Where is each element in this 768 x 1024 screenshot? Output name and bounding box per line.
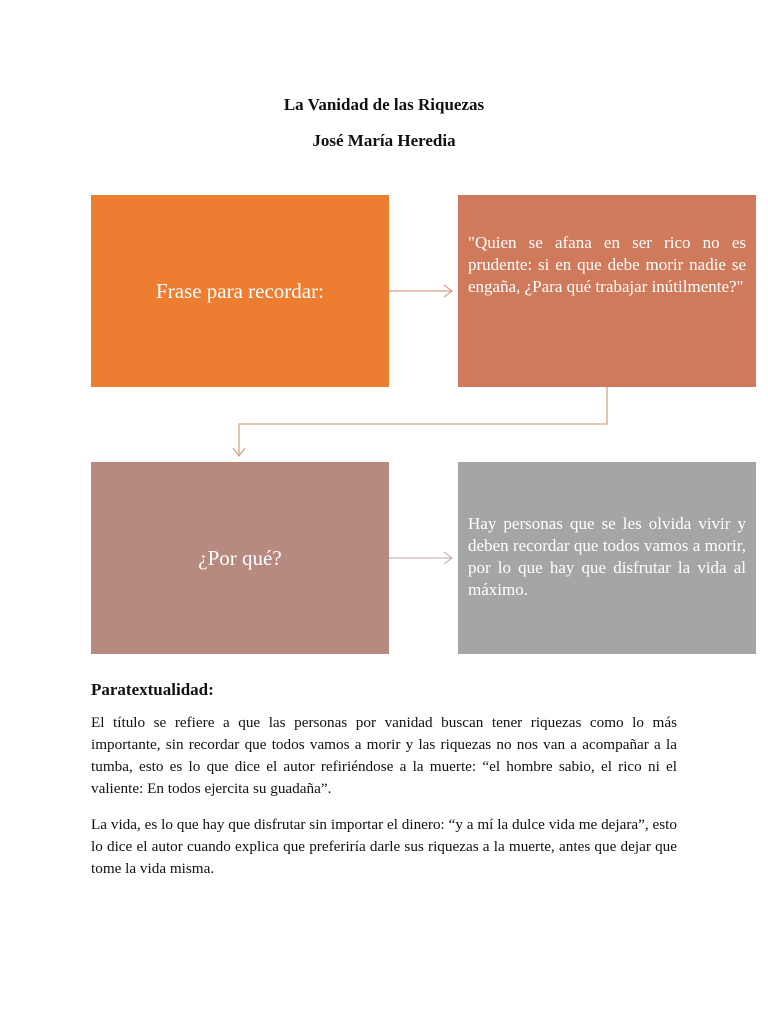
respuesta-text: Hay personas que se les olvida vivir y deben recordar que todos vamos a morir, por lo que hay que disfrutar la vida al máximo. <box>468 514 746 599</box>
respuesta-box <box>458 462 756 654</box>
paragraph: La vida, es lo que hay que disfrutar sin importar el dinero: “y a mí la dulce vida me dejara”, esto lo dice el autor cuando explica que preferiría darle sus riquezas a la muerte, antes que dejar que tome la vida misma. <box>91 816 677 877</box>
connector-elbow-quote-porque <box>239 387 607 455</box>
frase-label: Frase para recordar: <box>156 278 324 303</box>
porque-box <box>91 462 389 654</box>
quote-text: "Quien se afana en ser rico no es prudente: si en que debe morir nadie se engaña, ¿Para qué trabajar inútilmente?" <box>468 233 746 296</box>
frase-box <box>91 195 389 387</box>
document-author: José María Heredia <box>312 131 456 150</box>
porque-label: ¿Por qué? <box>198 545 282 570</box>
quote-box <box>458 195 756 387</box>
paragraph: El título se refiere a que las personas por vanidad buscan tener riquezas como lo más importante, sin recordar que todos vamos a morir y las riquezas no nos van a acompañar a la tumba, esto es lo que dice el autor refiriéndose a la muerte: “el hombre sabio, el rico ni el valiente: En todos ejercita su guadaña”. <box>91 714 677 797</box>
document-title: La Vanidad de las Riquezas <box>283 95 485 114</box>
section-heading: Paratextualidad: <box>91 680 214 699</box>
